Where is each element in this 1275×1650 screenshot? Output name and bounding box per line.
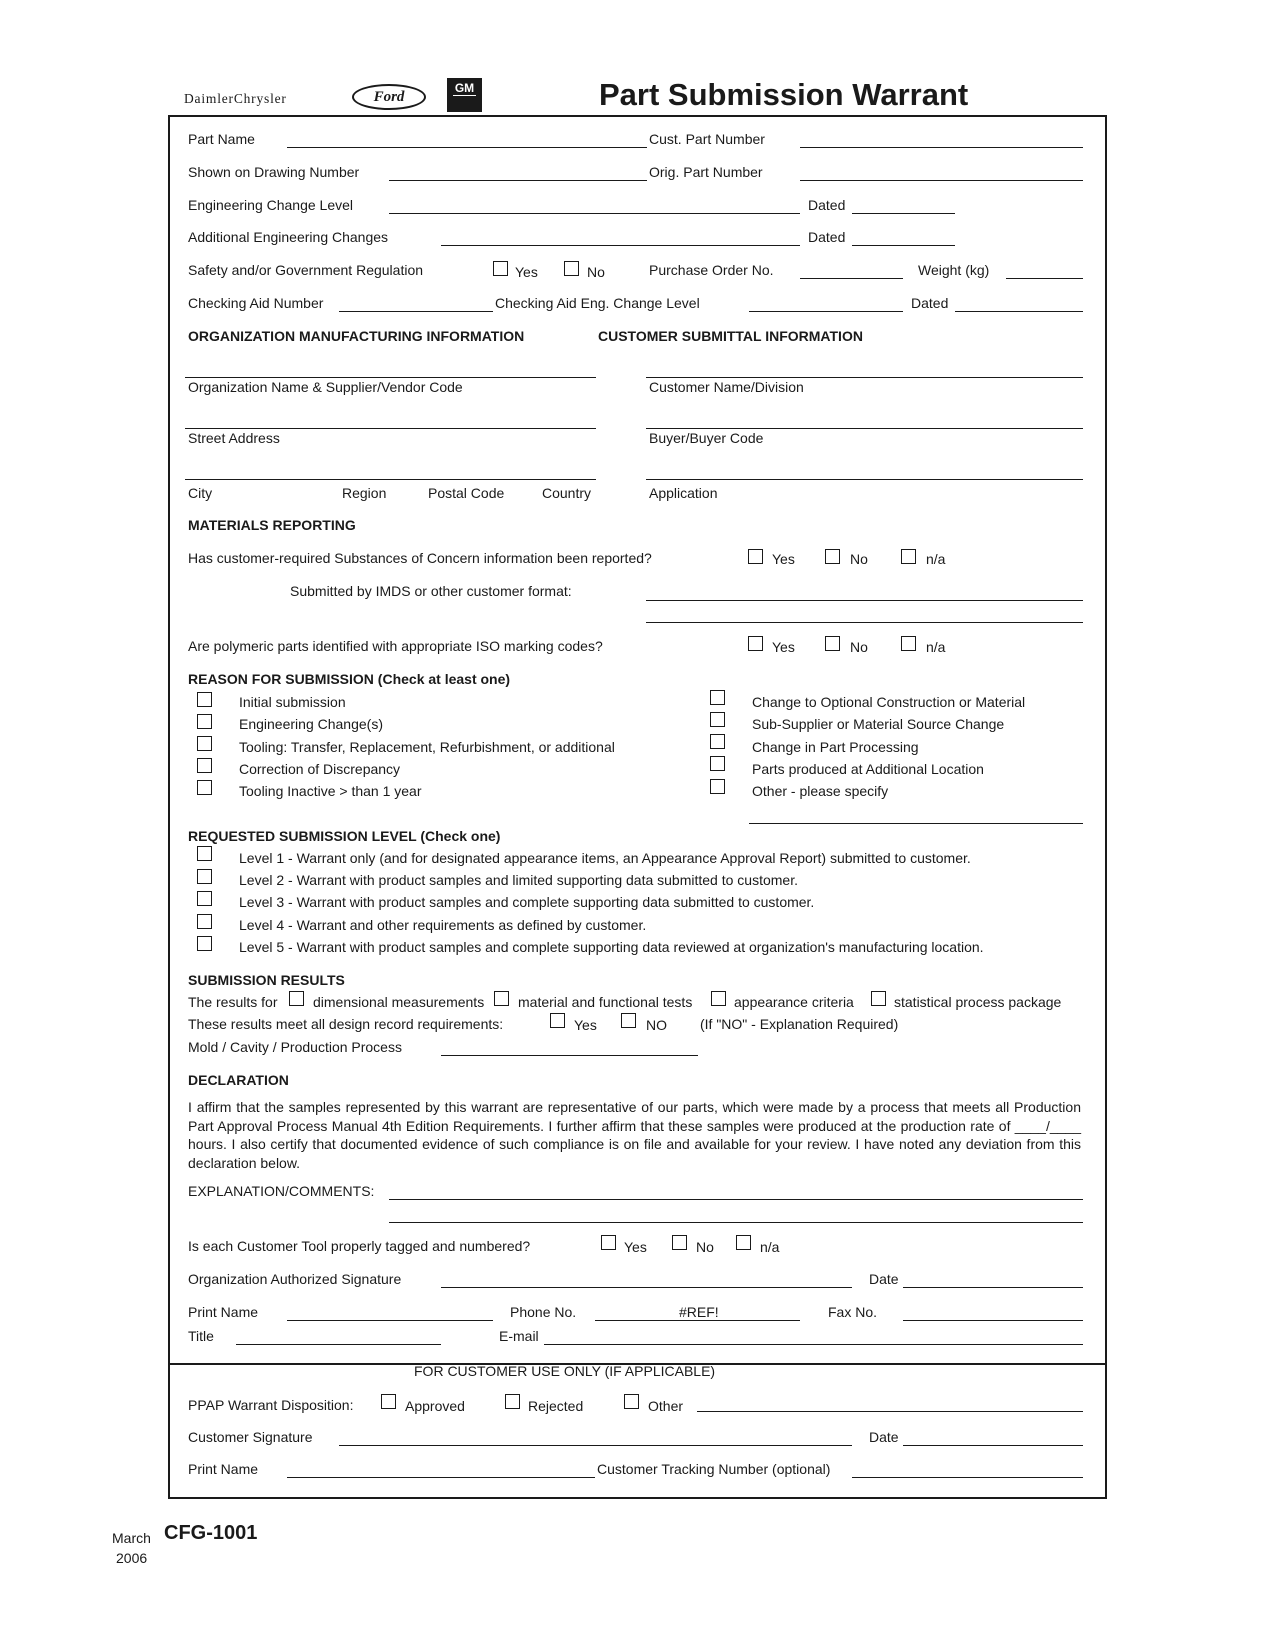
reason-label-initial: Initial submission <box>239 694 346 710</box>
meet-no-label: NO <box>646 1017 667 1033</box>
explanation-required-note: (If "NO" - Explanation Required) <box>700 1016 899 1032</box>
eng-change-level-field[interactable] <box>389 213 800 214</box>
rejected-checkbox[interactable] <box>505 1394 520 1409</box>
rejected-label: Rejected <box>528 1398 584 1414</box>
safety-yes-checkbox[interactable] <box>493 261 508 276</box>
tool-yes-label: Yes <box>624 1239 647 1255</box>
other-disposition-checkbox[interactable] <box>624 1394 639 1409</box>
email-label: E-mail <box>499 1328 539 1344</box>
reason-checkbox-tooling[interactable] <box>197 736 212 751</box>
tool-na-label: n/a <box>760 1239 780 1255</box>
approved-label: Approved <box>405 1398 465 1414</box>
reason-label-eng-change: Engineering Change(s) <box>239 716 383 732</box>
customer-print-name-label: Print Name <box>188 1461 259 1477</box>
safety-yes-label: Yes <box>515 264 538 280</box>
soc-question: Has customer-required Substances of Concern information been reported? <box>188 550 652 566</box>
dated-field-1[interactable] <box>852 213 955 214</box>
tool-question: Is each Customer Tool properly tagged and numbered? <box>188 1238 531 1254</box>
materials-heading: MATERIALS REPORTING <box>188 517 356 533</box>
iso-yes-label: Yes <box>772 639 795 655</box>
level-5-label: Level 5 - Warrant with product samples and complete supporting data reviewed at organization's manufacturing location. <box>239 939 984 955</box>
level-2-checkbox[interactable] <box>197 869 212 884</box>
level-2-label: Level 2 - Warrant with product samples and limited supporting data submitted to customer. <box>239 872 798 888</box>
print-name-field[interactable] <box>287 1320 493 1321</box>
results-appearance-label: appearance criteria <box>734 994 854 1010</box>
dated-label-2: Dated <box>808 229 846 245</box>
iso-question: Are polymeric parts identified with appropriate ISO marking codes? <box>188 638 603 654</box>
other-disposition-label: Other <box>648 1398 684 1414</box>
region-label: Region <box>342 485 387 501</box>
level-heading: REQUESTED SUBMISSION LEVEL (Check one) <box>188 828 501 844</box>
auth-date-field[interactable] <box>903 1287 1083 1288</box>
safety-no-label: No <box>587 264 605 280</box>
customer-print-name-field[interactable] <box>287 1477 595 1478</box>
iso-no-checkbox[interactable] <box>825 636 840 651</box>
level-5-checkbox[interactable] <box>197 936 212 951</box>
auth-signature-label: Organization Authorized Signature <box>188 1271 402 1287</box>
city-label: City <box>188 485 213 501</box>
customer-info-heading: CUSTOMER SUBMITTAL INFORMATION <box>598 328 863 344</box>
reason-checkbox-sub-supplier[interactable] <box>710 712 725 727</box>
drawing-number-field[interactable] <box>389 180 647 181</box>
level-4-label: Level 4 - Warrant and other requirements as defined by customer. <box>239 917 647 933</box>
customer-use-heading: FOR CUSTOMER USE ONLY (IF APPLICABLE) <box>414 1363 716 1379</box>
postal-code-label: Postal Code <box>428 485 505 501</box>
footer-year: 2006 <box>116 1550 148 1566</box>
reason-label-other: Other - please specify <box>752 783 889 799</box>
form-code: CFG-1001 <box>164 1522 258 1544</box>
fax-field[interactable] <box>903 1320 1083 1321</box>
results-material-label: material and functional tests <box>518 994 693 1010</box>
dated-field-3[interactable] <box>955 311 1083 312</box>
fax-label: Fax No. <box>828 1304 878 1320</box>
imds-label: Submitted by IMDS or other customer format: <box>290 583 572 599</box>
reason-checkbox-optional-construction[interactable] <box>710 690 725 705</box>
disposition-label: PPAP Warrant Disposition: <box>188 1397 354 1413</box>
declaration-heading: DECLARATION <box>188 1072 289 1088</box>
reason-label-optional-construction: Change to Optional Construction or Material <box>752 694 1026 710</box>
org-info-heading: ORGANIZATION MANUFACTURING INFORMATION <box>188 328 525 344</box>
reason-checkbox-part-processing[interactable] <box>710 734 725 749</box>
org-name-label: Organization Name & Supplier/Vendor Code <box>188 379 463 395</box>
safety-no-checkbox[interactable] <box>564 261 579 276</box>
title-field[interactable] <box>236 1344 441 1345</box>
iso-no-label: No <box>850 639 868 655</box>
customer-name-label: Customer Name/Division <box>649 379 804 395</box>
orig-part-number-field[interactable] <box>800 180 1083 181</box>
tool-yes-checkbox[interactable] <box>601 1235 616 1250</box>
reason-checkbox-eng-change[interactable] <box>197 714 212 729</box>
title-label: Title <box>188 1328 214 1344</box>
level-3-label: Level 3 - Warrant with product samples and complete supporting data submitted to customer. <box>239 894 815 910</box>
part-name-label: Part Name <box>188 131 255 147</box>
drawing-number-label: Shown on Drawing Number <box>188 164 360 180</box>
street-address-field[interactable] <box>185 428 596 429</box>
gm-logo: GM <box>447 78 482 112</box>
safety-regulation-label: Safety and/or Government Regulation <box>188 262 424 278</box>
auth-date-label: Date <box>869 1271 899 1287</box>
phone-label: Phone No. <box>510 1304 577 1320</box>
eng-change-level-label: Engineering Change Level <box>188 197 354 213</box>
explanation-label: EXPLANATION/COMMENTS: <box>188 1183 375 1199</box>
soc-na-checkbox[interactable] <box>901 549 916 564</box>
level-3-checkbox[interactable] <box>197 891 212 906</box>
buyer-code-field[interactable] <box>646 428 1083 429</box>
org-name-field[interactable] <box>185 377 596 378</box>
other-specify-field[interactable] <box>749 823 1083 824</box>
tool-no-label: No <box>696 1239 714 1255</box>
checking-aid-eng-change-field[interactable] <box>749 311 903 312</box>
checking-aid-number-label: Checking Aid Number <box>188 295 324 311</box>
results-material-checkbox[interactable] <box>494 991 509 1006</box>
results-for-label: The results for <box>188 994 278 1010</box>
soc-yes-label: Yes <box>772 551 795 567</box>
reason-label-tooling: Tooling: Transfer, Replacement, Refurbishment, or additional <box>239 739 615 755</box>
cust-part-number-field[interactable] <box>800 147 1083 148</box>
dated-label-1: Dated <box>808 197 846 213</box>
customer-date-field[interactable] <box>903 1445 1083 1446</box>
meet-yes-label: Yes <box>574 1017 597 1033</box>
street-address-label: Street Address <box>188 430 280 446</box>
additional-eng-changes-label: Additional Engineering Changes <box>188 229 389 245</box>
approved-checkbox[interactable] <box>381 1394 396 1409</box>
soc-no-label: No <box>850 551 868 567</box>
tool-na-checkbox[interactable] <box>736 1235 751 1250</box>
footer-month: March <box>112 1530 151 1546</box>
email-field[interactable] <box>544 1344 1083 1345</box>
reason-checkbox-additional-location[interactable] <box>710 756 725 771</box>
reason-checkbox-correction[interactable] <box>197 758 212 773</box>
purchase-order-field[interactable] <box>800 278 903 279</box>
mold-label: Mold / Cavity / Production Process <box>188 1039 402 1055</box>
reason-label-part-processing: Change in Part Processing <box>752 739 919 755</box>
weight-label: Weight (kg) <box>918 262 990 278</box>
reason-label-sub-supplier: Sub-Supplier or Material Source Change <box>752 716 1005 732</box>
customer-signature-label: Customer Signature <box>188 1429 313 1445</box>
form-border <box>168 115 1107 1499</box>
customer-name-field[interactable] <box>646 377 1083 378</box>
level-4-checkbox[interactable] <box>197 914 212 929</box>
part-name-field[interactable] <box>287 147 647 148</box>
ford-logo: Ford <box>352 84 426 110</box>
reason-label-tooling-inactive: Tooling Inactive > than 1 year <box>239 783 422 799</box>
results-heading: SUBMISSION RESULTS <box>188 972 345 988</box>
reason-label-correction: Correction of Discrepancy <box>239 761 401 777</box>
phone-value: #REF! <box>679 1304 719 1320</box>
cust-part-number-label: Cust. Part Number <box>649 131 765 147</box>
explanation-field-2[interactable] <box>389 1222 1083 1223</box>
country-label: Country <box>542 485 592 501</box>
tracking-field[interactable] <box>852 1477 1083 1478</box>
other-disposition-field[interactable] <box>697 1411 1083 1412</box>
checking-aid-number-field[interactable] <box>339 311 493 312</box>
results-appearance-checkbox[interactable] <box>711 991 726 1006</box>
orig-part-number-label: Orig. Part Number <box>649 164 763 180</box>
mold-field[interactable] <box>441 1055 698 1056</box>
reason-checkbox-tooling-inactive[interactable] <box>197 780 212 795</box>
dated-field-2[interactable] <box>852 245 955 246</box>
reason-label-additional-location: Parts produced at Additional Location <box>752 761 984 777</box>
weight-field[interactable] <box>1006 278 1083 279</box>
phone-field[interactable] <box>595 1320 800 1321</box>
application-label: Application <box>649 485 718 501</box>
soc-yes-checkbox[interactable] <box>748 549 763 564</box>
iso-na-checkbox[interactable] <box>901 636 916 651</box>
tool-no-checkbox[interactable] <box>672 1235 687 1250</box>
soc-na-label: n/a <box>926 551 946 567</box>
results-dimensional-checkbox[interactable] <box>289 991 304 1006</box>
application-field[interactable] <box>646 479 1083 480</box>
print-name-label: Print Name <box>188 1304 259 1320</box>
checking-aid-eng-change-label: Checking Aid Eng. Change Level <box>495 295 700 311</box>
level-1-checkbox[interactable] <box>197 846 212 861</box>
meet-no-checkbox[interactable] <box>621 1013 636 1028</box>
reason-checkbox-other[interactable] <box>710 779 725 794</box>
iso-na-label: n/a <box>926 639 946 655</box>
imds-field-1[interactable] <box>646 600 1083 601</box>
soc-no-checkbox[interactable] <box>825 549 840 564</box>
reason-heading: REASON FOR SUBMISSION (Check at least one) <box>188 671 511 687</box>
meet-requirements-label: These results meet all design record requirements: <box>188 1016 504 1032</box>
page-title: Part Submission Warrant <box>599 77 969 112</box>
results-dimensional-label: dimensional measurements <box>313 994 485 1010</box>
iso-yes-checkbox[interactable] <box>748 636 763 651</box>
imds-field-2[interactable] <box>646 622 1083 623</box>
buyer-code-label: Buyer/Buyer Code <box>649 430 764 446</box>
results-statistical-label: statistical process package <box>894 994 1062 1010</box>
additional-eng-changes-field[interactable] <box>441 245 800 246</box>
purchase-order-label: Purchase Order No. <box>649 262 774 278</box>
customer-signature-field[interactable] <box>339 1445 852 1446</box>
city-region-field[interactable] <box>185 479 596 480</box>
auth-signature-field[interactable] <box>441 1287 852 1288</box>
results-statistical-checkbox[interactable] <box>871 991 886 1006</box>
meet-yes-checkbox[interactable] <box>550 1013 565 1028</box>
reason-checkbox-initial[interactable] <box>197 692 212 707</box>
declaration-text: I affirm that the samples represented by this warrant are representative of our parts, which were made by a process that meets all Production Part Approval Process Manual 4th Edition Requirements. I further affirm that these samples were produced at the production rate of ____/____ hours. I also certify that documented evidence of such compliance is on file and available for your review. I have noted any deviation from this declaration below. <box>188 1099 1081 1171</box>
dated-label-3: Dated <box>911 295 949 311</box>
daimlerchrysler-logo: DaimlerChrysler <box>184 91 287 106</box>
explanation-field-1[interactable] <box>389 1199 1083 1200</box>
level-1-label: Level 1 - Warrant only (and for designated appearance items, an Appearance Approval Report) submitted to customer. <box>239 850 971 866</box>
customer-date-label: Date <box>869 1429 899 1445</box>
tracking-label: Customer Tracking Number (optional) <box>597 1461 831 1477</box>
